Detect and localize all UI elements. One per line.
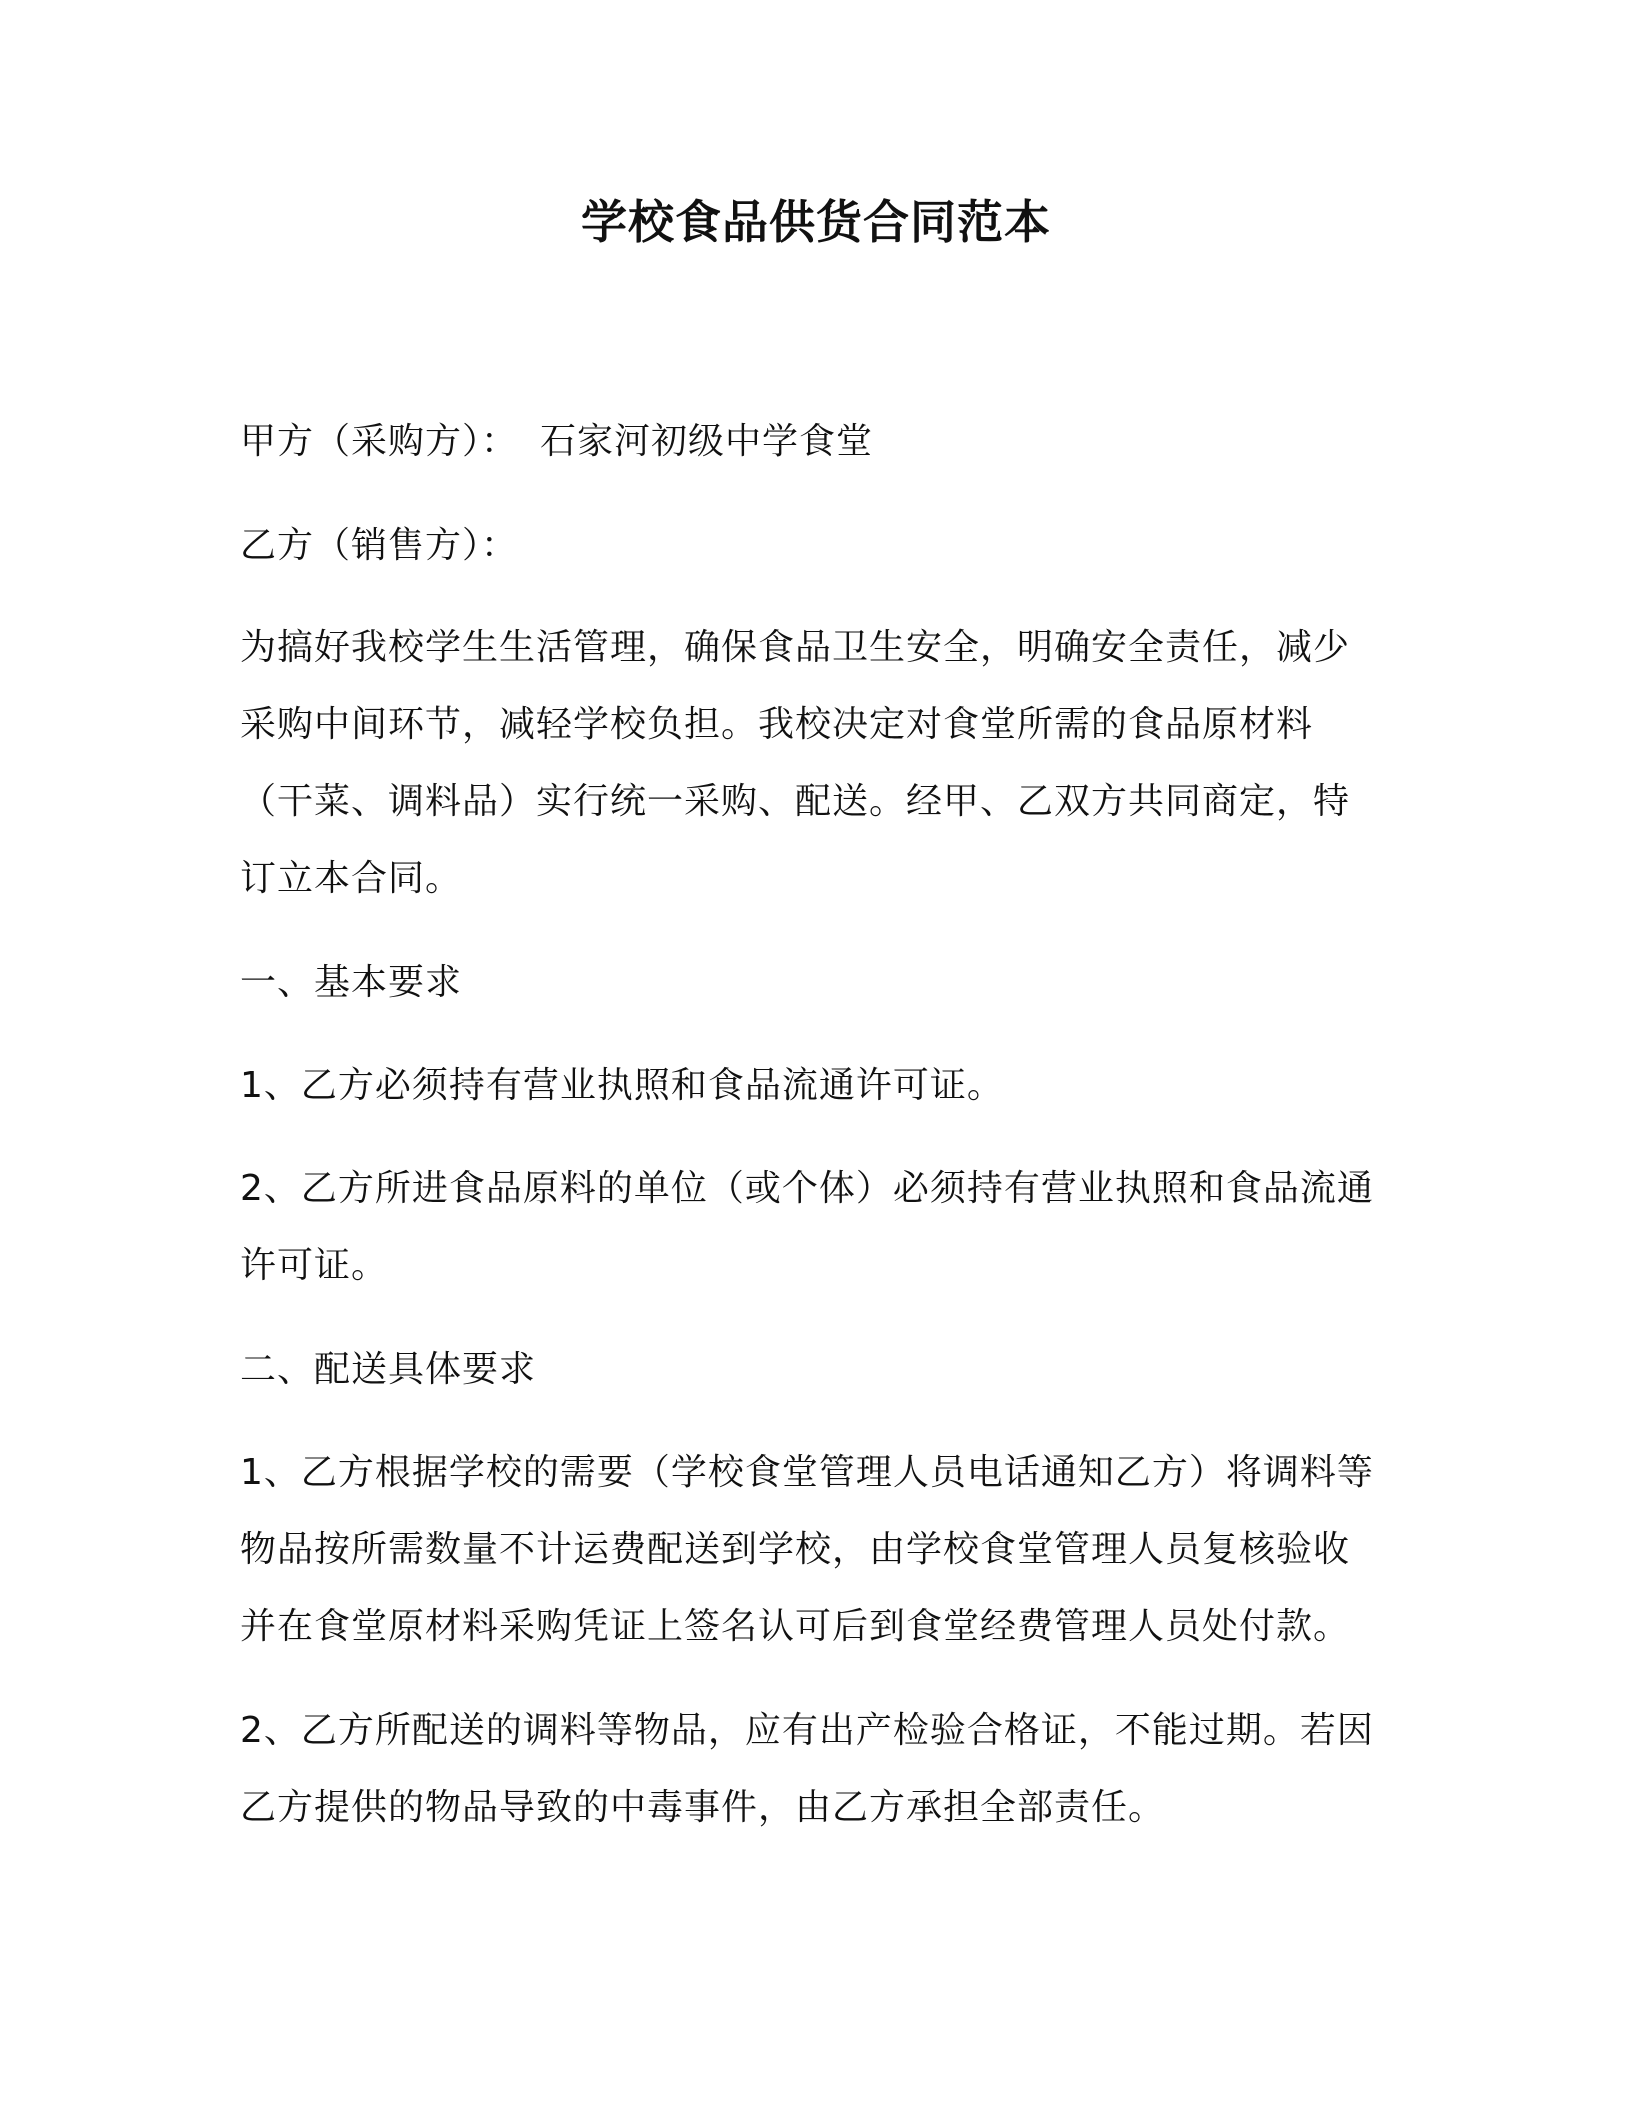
- section-1-heading: 一、基本要求: [240, 962, 463, 1003]
- section-1-item-2-line-1: 2、乙方所进食品原料的单位（或个体）必须持有营业执照和食品流通: [240, 1168, 1374, 1209]
- section-2-heading: 二、配送具体要求: [240, 1349, 537, 1390]
- section-2-item-1-line-2: 物品按所需数量不计运费配送到学校，由学校食堂管理人员复核验收: [240, 1529, 1351, 1570]
- party-a-label: 甲方（采购方）：: [240, 421, 519, 462]
- section-2-item-1-line-1: 1、乙方根据学校的需要（学校食堂管理人员电话通知乙方）将调料等: [240, 1452, 1374, 1493]
- party-a-line: [240, 418, 873, 466]
- intro-line-1: 为搞好我校学生生活管理，确保食品卫生安全，明确安全责任，减少: [240, 627, 1351, 668]
- section-2-item-2-line-2: 乙方提供的物品导致的中毒事件，由乙方承担全部责任。: [240, 1787, 1166, 1828]
- section-1-item-2-line-2: 许可证。: [240, 1245, 389, 1286]
- intro-line-3: （干菜、调料品）实行统一采购、配送。经甲、乙双方共同商定，特: [240, 781, 1351, 822]
- section-1-item-1: 1、乙方必须持有营业执照和食品流通许可证。: [240, 1065, 1004, 1106]
- intro-line-2: 采购中间环节，减轻学校负担。我校决定对食堂所需的食品原材料: [240, 704, 1314, 745]
- section-2-item-2-line-1: 2、乙方所配送的调料等物品，应有出产检验合格证，不能过期。若因: [240, 1710, 1374, 1751]
- section-2-item-1-line-3: 并在食堂原材料采购凭证上签名认可后到食堂经费管理人员处付款。: [240, 1606, 1351, 1647]
- party-a-name: 石家河初级中学食堂: [540, 421, 874, 462]
- document-title: 学校食品供货合同范本: [581, 195, 1051, 249]
- intro-line-4: 订立本合同。: [240, 858, 463, 899]
- party-b-label: 乙方（销售方）：: [240, 525, 519, 566]
